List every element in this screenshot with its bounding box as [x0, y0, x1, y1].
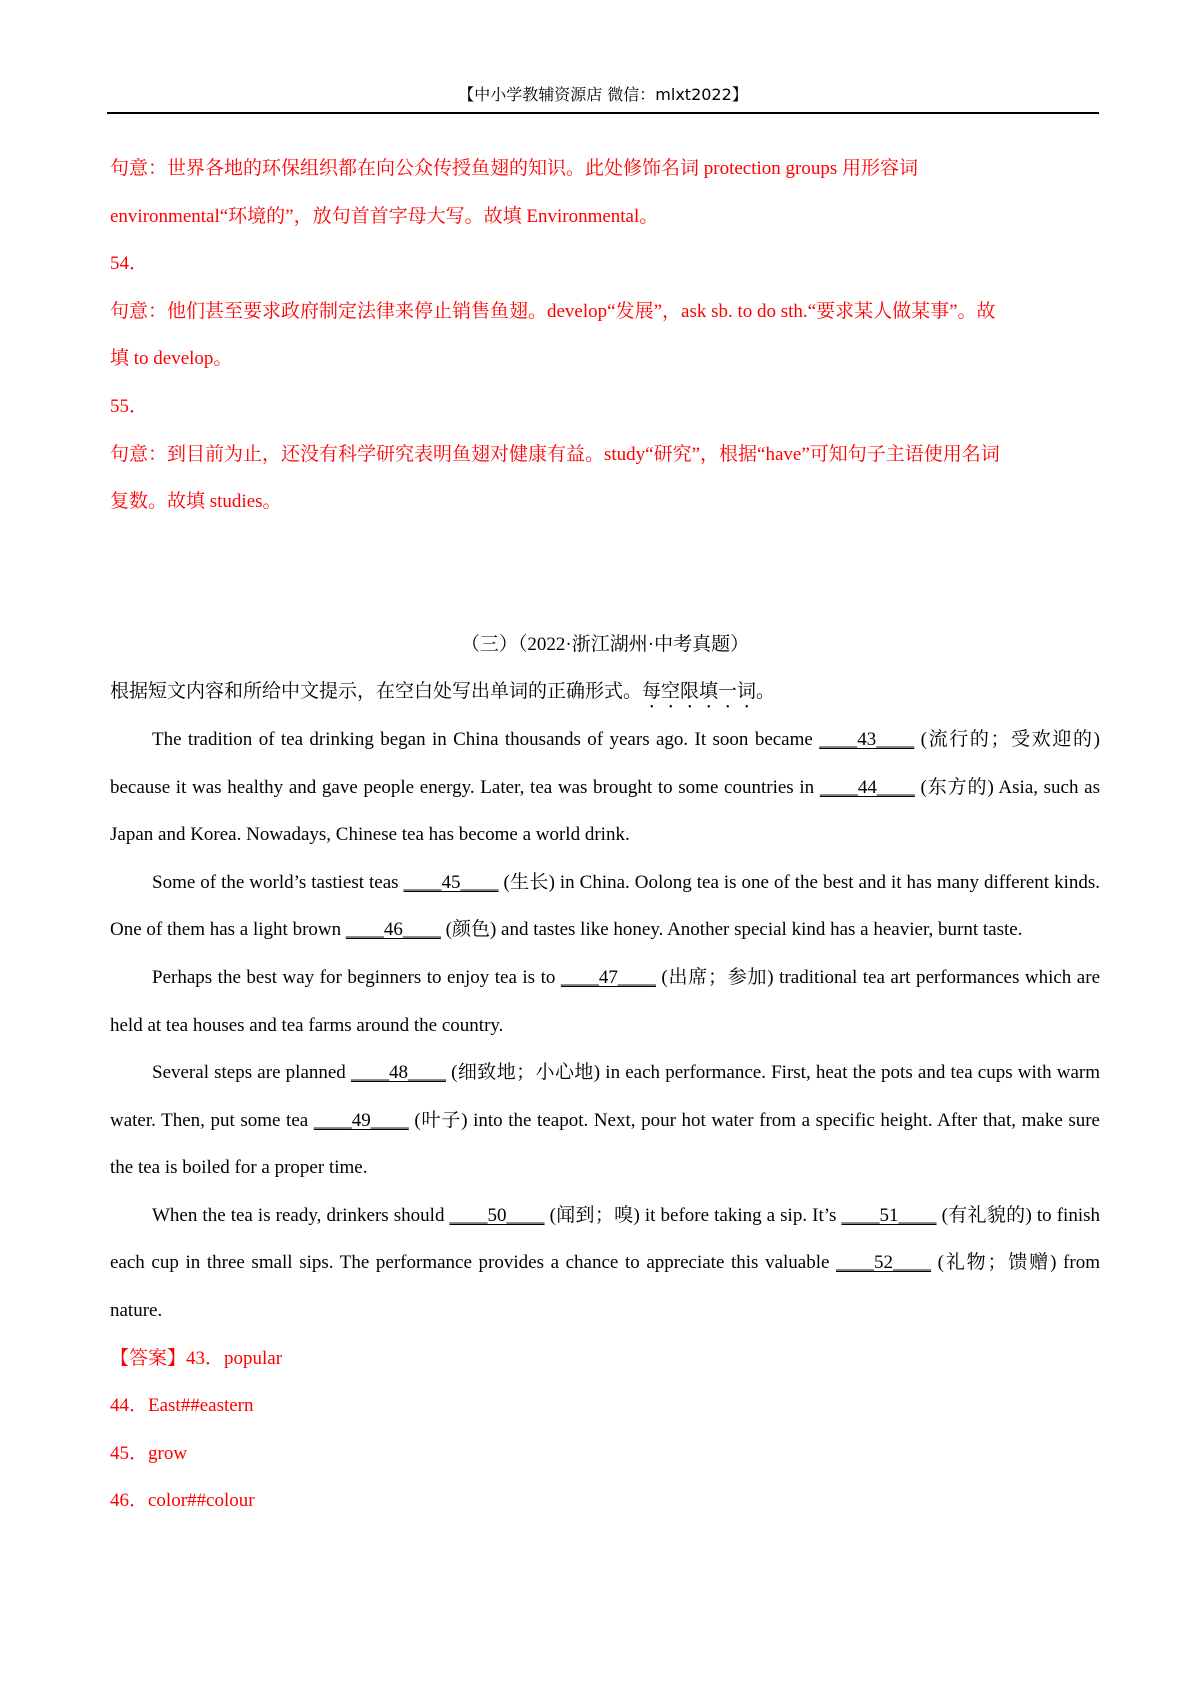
answer-number-55: 55．: [110, 395, 149, 417]
blank-46: ____46____: [345, 919, 441, 941]
page-content: [110, 145, 1100, 1525]
answer-explanation-55-line1: 句意：到目前为止，还没有科学研究表明鱼翅对健康有益。study“研究”，根据“have”可知句子主语使用名词: [110, 443, 1000, 465]
answer-number-54: 54．: [110, 253, 149, 275]
blank-49: ____49____: [313, 1109, 409, 1131]
blank-48: ____48____: [350, 1062, 446, 1084]
blank-43: ____43____: [819, 728, 915, 750]
passage-text: (颜色) and tastes like honey. Another special kind has a heavier, burnt taste.: [440, 919, 1023, 941]
section-instruction: [110, 668, 1100, 716]
answer-line: 46．color##colour: [110, 1490, 255, 1512]
passage-text: (东方的) Asia, such as Japan and Korea. Nowadays, Chinese tea has become a world drink.: [110, 776, 1100, 846]
instruction-suffix: 。: [756, 681, 776, 703]
blank-47: ____47____: [560, 966, 656, 988]
passage-text: (生长) in China. Oolong tea is one of the best and it has many different kinds. One of them has a light brown: [110, 871, 1100, 941]
instruction-prefix: 根据短文内容和所给中文提示，在空白处写出单词的正确形式。: [110, 681, 643, 703]
section-spacer: [110, 526, 1100, 621]
answer-line: 【答案】43．popular: [110, 1347, 283, 1369]
blank-45: ____45____: [403, 871, 499, 893]
passage-text: (叶子) into the teapot. Next, pour hot water from a specific height. After that, make sure the tea is boiled for a proper time.: [110, 1109, 1100, 1179]
passage-paragraph-3: [110, 954, 1100, 1049]
passage-text: (礼物；馈赠) from nature.: [110, 1252, 1100, 1322]
blank-50: ____50____: [449, 1204, 545, 1226]
passage-text: When the tea is ready, drinkers should: [152, 1204, 450, 1226]
instruction-emphasis: 每空限填一词: [642, 681, 757, 703]
blank-52: ____52____: [836, 1252, 932, 1274]
passage-text: Perhaps the best way for beginners to enjoy tea is to: [152, 966, 561, 988]
page-header: [107, 80, 1099, 114]
header-text: 【中小学教辅资源店 微信：mlxt2022】: [458, 85, 748, 104]
passage-text: (细致地；小心地) in each performance. First, heat the pots and tea cups with warm water. Then, put some tea: [110, 1062, 1101, 1131]
passage-text: (有礼貌的) to finish each cup in three small sips. The performance provides a chance to appreciate this valuable: [110, 1204, 1100, 1274]
answer-line: 45．grow: [110, 1442, 188, 1464]
answer-explanation-54-line2: 填 to develop。: [110, 348, 233, 370]
answer-line: 44．East##eastern: [110, 1395, 254, 1417]
passage-text: Some of the world’s tastiest teas: [152, 871, 404, 893]
blank-44: ____44____: [819, 776, 915, 798]
passage-text: Several steps are planned: [152, 1062, 351, 1084]
blank-51: ____51____: [841, 1204, 937, 1226]
passage-paragraph-4: [110, 1049, 1100, 1192]
passage-paragraph-2: [110, 859, 1100, 954]
passage-text: (出席；参加) traditional tea art performances which are held at tea houses and tea farms around the country.: [110, 966, 1100, 1036]
passage-paragraph-5: [110, 1192, 1100, 1335]
answer-explanation-55-line2: 复数。故填 studies。: [110, 491, 282, 513]
passage-text: (流行的；受欢迎的) because it was healthy and gave people energy. Later, tea was brought to some countries in: [110, 728, 1100, 798]
answer-explanation-53-line2: environmental“环境的”，放句首首字母大写。故填 Environmental。: [110, 205, 659, 227]
passage-paragraph-1: [110, 716, 1100, 859]
answer-explanation-53-line1: 句意：世界各地的环保组织都在向公众传授鱼翅的知识。此处修饰名词 protection groups 用形容词: [110, 158, 919, 179]
passage-text: The tradition of tea drinking began in China thousands of years ago. It soon became: [152, 728, 820, 750]
section-title: （三）（2022·浙江湖州·中考真题）: [460, 633, 750, 655]
answer-explanation-54-line1: 句意：他们甚至要求政府制定法律来停止销售鱼翅。develop“发展”，ask sb. to do sth.“要求某人做某事”。故: [110, 300, 996, 322]
passage-text: (闻到；嗅) it before taking a sip. It’s: [544, 1204, 842, 1226]
